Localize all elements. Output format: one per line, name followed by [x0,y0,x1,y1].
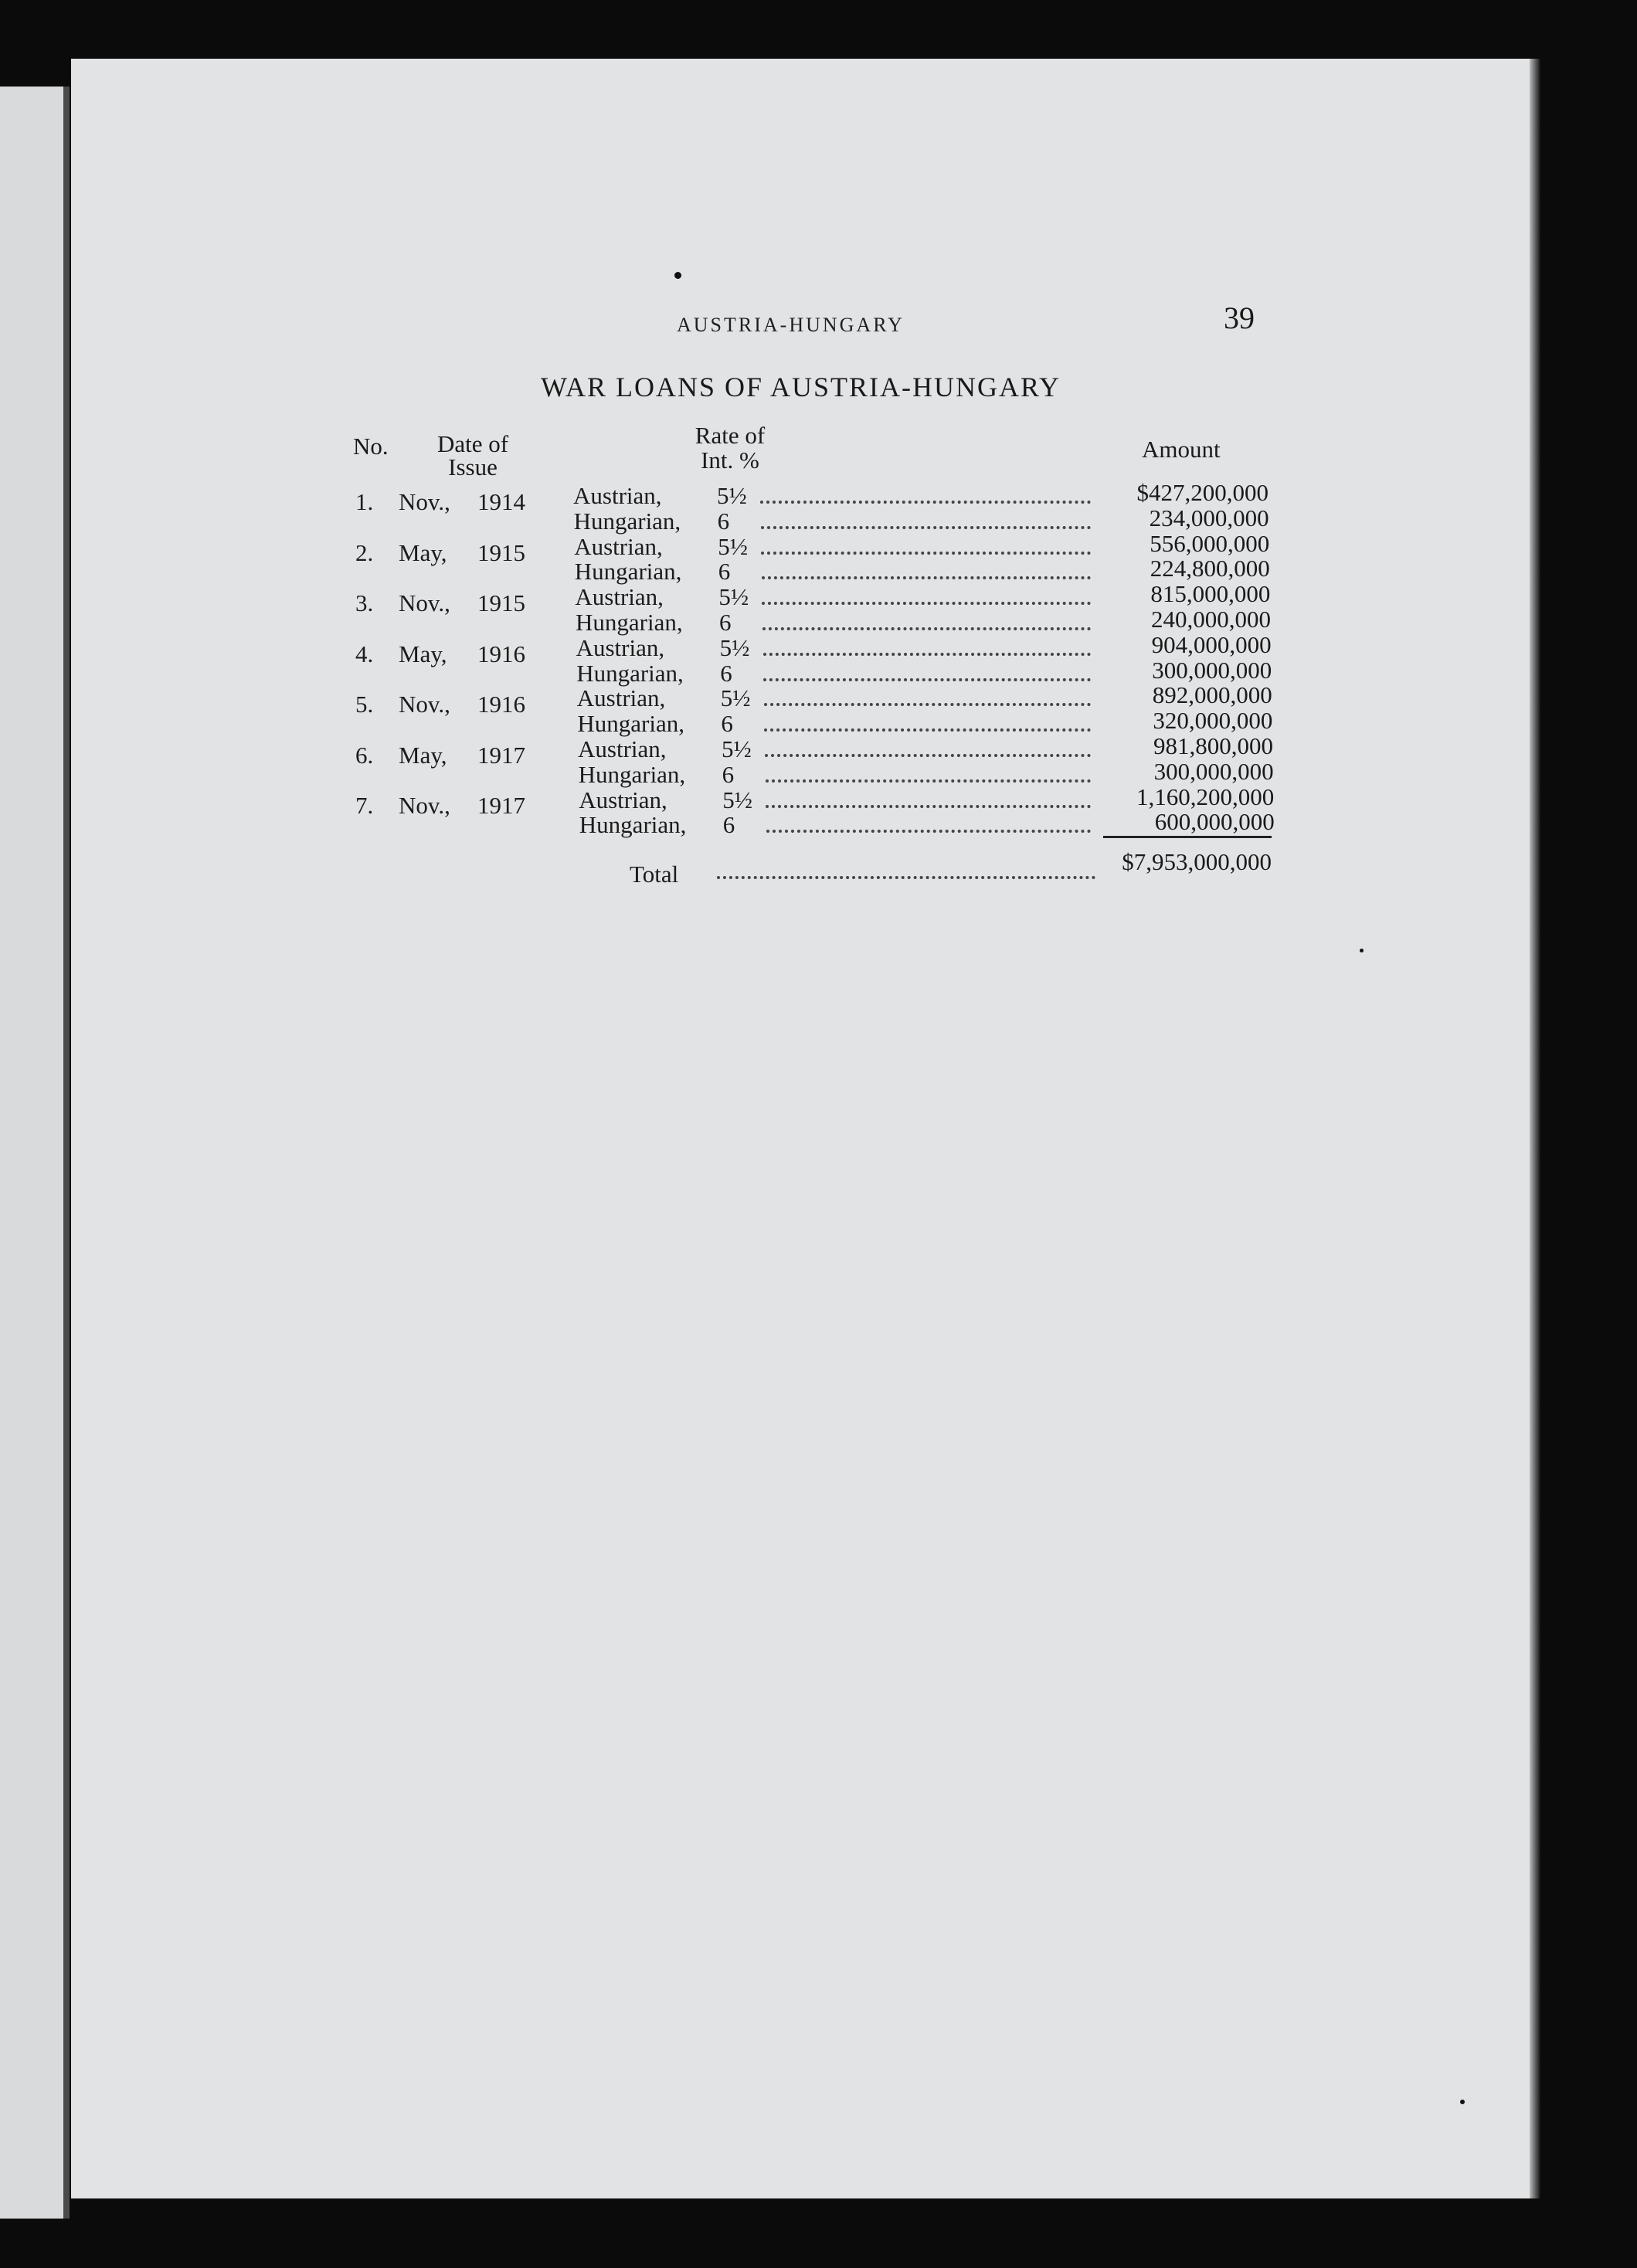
loan-rate: 6 [719,609,732,636]
loan-kind: Austrian, [575,583,664,611]
loan-amount: 892,000,000 [1152,681,1272,709]
issue-month: Nov., [399,589,450,616]
dust-speck [674,272,681,279]
leader-dots [763,650,1091,656]
loan-kind: Hungarian, [578,760,686,788]
leader-dots [761,548,1091,555]
loan-amount: 234,000,000 [1149,504,1269,531]
dust-speck [1360,949,1364,952]
loan-amount: 1,160,200,000 [1136,783,1275,810]
issue-number: 4. [355,640,374,667]
loan-kind: Hungarian, [576,659,684,687]
issue-month: May, [399,640,447,667]
loan-amount: 981,800,000 [1153,732,1273,759]
loan-rate: 5½ [717,482,747,509]
loan-kind: Hungarian, [579,811,687,839]
loan-kind: Austrian, [574,532,663,560]
issue-number: 3. [355,589,374,616]
leader-dots [766,776,1091,783]
loan-rate: 6 [717,507,730,535]
leader-dots [766,827,1091,833]
issue-month: May, [399,741,447,769]
total-amount: $7,953,000,000 [1122,848,1272,875]
loan-kind: Hungarian, [577,710,684,738]
loan-amount: 240,000,000 [1151,606,1271,633]
issue-year: 1915 [477,538,525,566]
loan-kind: Hungarian, [576,609,683,636]
issue-month: May, [399,538,447,566]
loan-kind: Hungarian, [574,558,682,586]
issue-month: Nov., [399,691,450,718]
loan-rate: 5½ [722,786,752,813]
loan-kind: Austrian, [579,786,667,813]
loan-rate: 6 [720,659,732,687]
leader-dots [762,573,1091,579]
loan-rate: 6 [721,710,733,738]
loan-amount: 600,000,000 [1154,808,1275,836]
issue-number: 1. [355,488,374,515]
running-head: AUSTRIA-HUNGARY [677,314,905,336]
header-no: No. [353,433,389,460]
facing-page [0,87,68,2219]
dust-speck [1460,2100,1465,2104]
leader-dots [761,523,1091,529]
loan-amount: 300,000,000 [1153,757,1274,785]
leader-dots [763,675,1091,681]
issue-month: Nov., [399,488,450,515]
loan-kind: Austrian, [578,735,667,762]
loan-amount: 224,800,000 [1150,555,1270,582]
loan-amount: 815,000,000 [1150,580,1271,608]
header-amount: Amount [1142,436,1221,463]
loan-rate: 5½ [722,735,752,762]
loan-kind: Austrian, [576,684,666,712]
leader-dots [765,751,1091,757]
loan-rate: 5½ [718,583,749,611]
loan-rate: 5½ [718,532,748,560]
loan-amount: 300,000,000 [1152,656,1272,684]
leader-dots [764,700,1091,706]
loan-rate: 5½ [719,633,750,661]
issue-year: 1916 [477,691,525,718]
issue-number: 5. [355,691,374,718]
loan-kind: Austrian, [576,633,665,661]
leader-dots [764,725,1091,732]
loan-rate: 6 [722,811,735,839]
loan-rate: 6 [718,558,731,586]
leader-dots [762,624,1091,630]
loan-kind: Austrian, [573,482,662,509]
leader-dots [760,497,1091,504]
header-date: Date of Issue [436,430,509,480]
issue-number: 2. [355,538,374,566]
total-label: Total [630,861,679,888]
loan-rate: 5½ [720,684,751,712]
total-rule [1103,836,1272,838]
total-leader [717,873,1095,879]
loan-amount: 556,000,000 [1150,529,1270,557]
loan-amount: $427,200,000 [1136,479,1269,506]
issue-month: Nov., [399,792,450,819]
issue-number: 7. [355,792,374,819]
book-gutter [63,87,70,2219]
loan-kind: Hungarian, [573,507,681,535]
header-rate: Rate of Int. % [695,422,766,474]
issue-year: 1915 [477,589,525,616]
issue-number: 6. [355,741,374,769]
issue-year: 1914 [477,488,525,515]
loan-amount: 904,000,000 [1151,630,1272,658]
leader-dots [766,802,1091,808]
issue-year: 1916 [477,640,525,667]
loan-amount: 320,000,000 [1153,707,1273,735]
leader-dots [762,599,1091,605]
page-title: WAR LOANS OF AUSTRIA-HUNGARY [541,372,1061,402]
issue-year: 1917 [477,792,525,819]
issue-year: 1917 [477,741,525,769]
page-number: 39 [1224,300,1255,335]
page-edge-shadow [1530,59,1540,2198]
loan-rate: 6 [722,760,735,788]
